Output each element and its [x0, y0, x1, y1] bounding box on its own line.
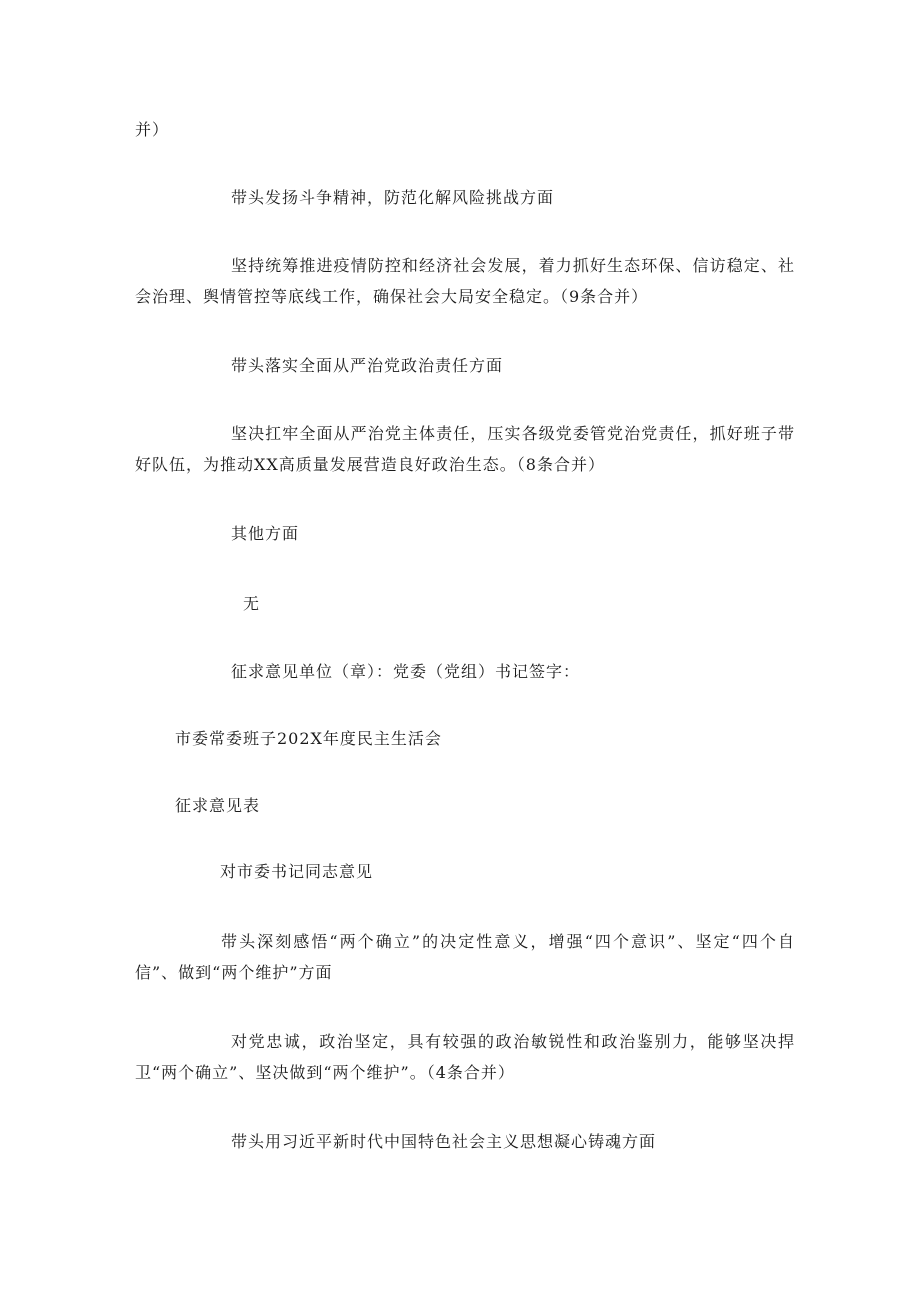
- section-body-struggle: 坚持统筹推进疫情防控和经济社会发展，着力抓好生态环保、信访稳定、社会治理、舆情管控等底线工作，确保社会大局安全稳定。（9条合并）: [135, 256, 795, 306]
- fragment-text: 并）: [135, 120, 170, 139]
- opinion-subject: 对市委书记同志意见: [220, 862, 374, 881]
- section-body-party-governance: 坚决扛牢全面从严治党主体责任，压实各级党委管党治党责任，抓好班子带好队伍，为推动XX高质量发展营造良好政治生态。（8条合并）: [135, 424, 795, 474]
- section-heading-two-establishments: 带头深刻感悟“两个确立”的决定性意义，增强“四个意识”、坚定“四个自信”、做到“两个维护”方面: [135, 932, 795, 982]
- section-body-two-establishments: 对党忠诚，政治坚定，具有较强的政治敏锐性和政治鉴别力，能够坚决捍卫“两个确立”、坚决做到“两个维护”。（4条合并）: [135, 1032, 795, 1082]
- form-title-line-1: 市委常委班子202X年度民主生活会: [175, 729, 442, 748]
- section-heading-struggle: 带头发扬斗争精神，防范化解风险挑战方面: [231, 188, 555, 207]
- signature-line: 征求意见单位（章）：党委（党组）书记签字：: [231, 662, 581, 681]
- form-title-line-2: 征求意见表: [175, 796, 261, 815]
- section-heading-other: 其他方面: [231, 524, 300, 543]
- section-heading-party-governance: 带头落实全面从严治党政治责任方面: [231, 356, 504, 375]
- section-body-other: 无: [243, 594, 261, 613]
- section-heading-xi-thought: 带头用习近平新时代中国特色社会主义思想凝心铸魂方面: [231, 1132, 657, 1151]
